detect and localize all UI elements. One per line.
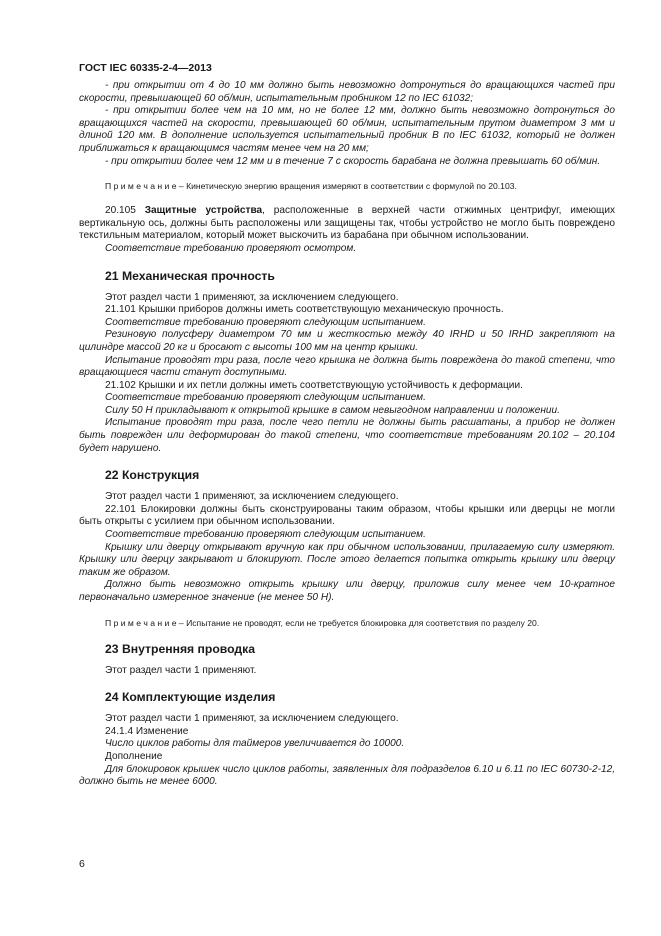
paragraph: Силу 50 Н прикладывают к открытой крышке в самом невыгодном направлении и положении. [105, 404, 560, 416]
paragraph: 22.101 Блокировки должны быть сконструированы таким образом, чтобы крышки или дверцы не могли быть открыты с усилием при обычном использовании. [79, 503, 615, 528]
spacer [79, 704, 615, 713]
section-heading: 21 Механическая прочность [105, 268, 275, 283]
paragraph: Соответствие требованию проверяют осмотром. [105, 242, 357, 254]
spacer [79, 482, 615, 491]
page-number: 6 [79, 858, 85, 870]
paragraph: Соответствие требованию проверяют следующим испытанием. [105, 529, 426, 541]
paragraph: Для блокировок крышек число циклов работы, заявленных для подразделов 6.10 и 6.11 по IEC 60730-2-12, должно быть не менее 6000. [79, 763, 615, 788]
section-heading: 22 Конструкция [105, 468, 200, 483]
document-body [79, 80, 615, 789]
note: П р и м е ч а н и е – Испытание не проводят, если не требуется блокировка для соответствия по разделу 20. [105, 617, 540, 628]
paragraph: 24.1.4 Изменение [105, 725, 189, 737]
paragraph: 21.101 Крышки приборов должны иметь соответствующую механическую прочность. [105, 304, 504, 316]
section-heading: 24 Комплектующие изделия [105, 690, 276, 705]
section-heading: 23 Внутренняя проводка [105, 641, 256, 656]
term-bold: Защитные устройства [144, 205, 263, 217]
spacer [79, 455, 615, 468]
spacer [79, 256, 615, 269]
spacer [79, 283, 615, 292]
paragraph: 21.102 Крышки и их петли должны иметь соответствующую устойчивость к деформации. [105, 379, 523, 391]
paragraph: Число циклов работы для таймеров увеличивается до 10000. [105, 738, 405, 750]
paragraph: - при открытии более чем на 10 мм, но не более 12 мм, должно быть невозможно дотронуться до вращающихся частей на скорости, превышающей 60 об/мин, испытательным прутом диаметром 3 мм и длиной 120 мм. В дополнение используется испытательный пробник В по IEC 61032, который не должен приближаться к вращающимся частям менее чем на 20 мм; [79, 105, 615, 154]
spacer [79, 605, 615, 618]
paragraph: Должно быть невозможно открыть крышку или дверцу, приложив силу менее чем 10-кратное первоначально измеренное значение (не менее 50 Н). [79, 579, 615, 603]
paragraph: Этот раздел части 1 применяют, за исключением следующего. [105, 491, 399, 503]
paragraph: Испытание проводят три раза, после чего петли не должны быть расшатаны, а прибор не должен быть поврежден или деформирован до такой степени, что соответствие требованиям 20.102 – 20.104 будет нарушено. [79, 417, 615, 454]
paragraph: Соответствие требованию проверяют следующим испытанием. [105, 392, 426, 404]
paragraph: Дополнение [105, 750, 163, 762]
paragraph: - при открытии более чем 12 мм и в течение 7 с скорость барабана не должна превышать 60 об/мин. [105, 155, 601, 167]
paragraph: Соответствие требованию проверяют следующим испытанием. [105, 316, 426, 328]
document-page [79, 62, 615, 789]
paragraph-text: , расположенные в верхней части отжимных центрифуг, имеющих вертикальную ось, должны быть расположены или защищены так, чтобы устройство не могло быть повреждено текстильным материалом, который может выскочить из барабана при обычном использовании. [79, 205, 616, 242]
paragraph: - при открытии от 4 до 10 мм должно быть невозможно дотронуться до вращающихся частей при скорости, превышающей 60 об/мин, испытательным пробником 12 по IEC 61032; [79, 80, 615, 104]
paragraph [79, 205, 615, 243]
document-header: ГОСТ IEC 60335-2-4—2013 [79, 62, 212, 74]
paragraph: Испытание проводят три раза, после чего крышка не должна быть повреждена до такой степени, что вращающиеся части станут доступными. [79, 354, 615, 379]
paragraph: Крышку или дверцу открывают вручную как при обычном использовании, прилагаемую силу измеряют. Крышку или дверцу закрывают и блокируют. После этого делается попытка открыть крышку или дверцу таким же образом. [79, 541, 615, 578]
note: П р и м е ч а н и е – Кинетическую энергию вращения измеряют в соответствии с формулой по 20.103. [105, 181, 517, 192]
paragraph: Резиновую полусферу диаметром 70 мм и жесткостью между 40 IRHD и 50 IRHD закрепляют на цилиндре массой 20 кг и бросают с высоты 100 мм на центр крышки. [79, 329, 615, 353]
paragraph: Этот раздел части 1 применяют, за исключением следующего. [105, 713, 399, 725]
paragraph: Этот раздел части 1 применяют. [105, 664, 257, 676]
spacer [79, 192, 615, 205]
spacer [79, 677, 615, 690]
spacer [79, 656, 615, 665]
spacer [79, 168, 615, 181]
paragraph: Этот раздел части 1 применяют, за исключением следующего. [105, 291, 399, 303]
clause-number: 20.105 [105, 205, 145, 217]
spacer [79, 629, 615, 642]
